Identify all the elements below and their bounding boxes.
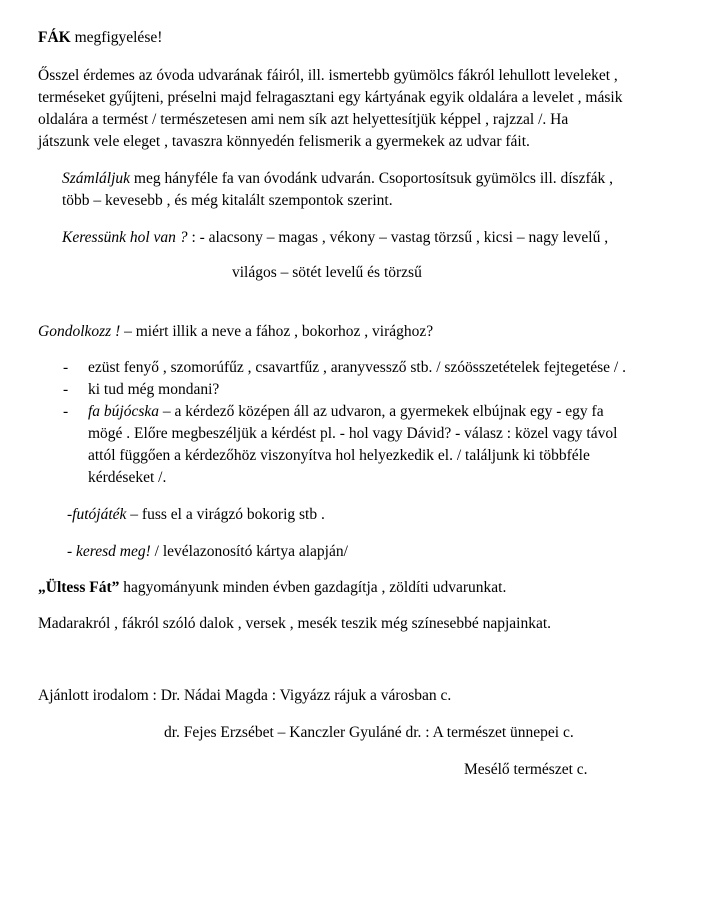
bullet-2: ki tud még mondani?	[88, 381, 220, 398]
bullet-3-line-1: fa bújócska – a kérdező középen áll az udvaron, a gyermekek elbújnak egy - egy fa	[88, 403, 604, 420]
bullet-3-line-4: kérdéseket /.	[88, 469, 167, 486]
bullet-3-line-3: attól függően a kérdezőhöz viszonyítva hol helyezkedik el. / találjunk ki többféle	[88, 447, 590, 464]
literature-line-3: Mesélő természet c.	[464, 761, 588, 778]
count-line-1: Számláljuk meg hányféle fa van óvodánk udvarán. Csoportosítsuk gyümölcs ill. díszfák ,	[62, 170, 614, 187]
songs-line: Madarakról , fákról szóló dalok , versek , mesék teszik még színesebbé napjainkat.	[38, 615, 552, 632]
intro-line-1: Ősszel érdemes az óvoda udvarának fáiról, ill. ismertebb gyümölcs fákról lehullott leveleket ,	[38, 67, 618, 84]
bullet-3-line-2: mögé . Előre megbeszéljük a kérdést pl. - hol vagy Dávid? - válasz : közel vagy távol	[88, 425, 618, 442]
game-find: - keresd meg! / levélazonosító kártya alapján/	[67, 543, 348, 560]
search-line-1: Keressünk hol van ? : - alacsony – magas , vékony – vastag törzsű , kicsi – nagy levelű ,	[62, 229, 609, 246]
bullet-1: ezüst fenyő , szomorúfűz , csavartfűz , aranyvessző stb. / szóösszetételek fejtegetése / .	[88, 359, 626, 376]
bullet-dash: -	[63, 403, 69, 420]
intro-line-3: oldalára a termést / természetesen ami nem sík azt helyettesítjük képpel , rajzzal /. Ha	[38, 111, 569, 128]
bullet-dash: -	[63, 359, 69, 376]
search-line-2: világos – sötét levelű és törzsű	[232, 264, 422, 281]
page-title: FÁK megfigyelése!	[38, 29, 163, 46]
game-running: -futójáték – fuss el a virágzó bokorig stb .	[67, 506, 325, 523]
count-line-2: több – kevesebb , és még kitalált szempontok szerint.	[62, 192, 393, 209]
intro-line-2: terméseket gyűjteni, préselni majd felragasztani egy kártyának egyik oldalára a levelet , másik	[38, 89, 623, 106]
intro-line-4: játszunk vele eleget , tavaszra könnyedén felismerik a gyermekek az udvar fáit.	[38, 133, 530, 150]
plant-tree-tradition: „Ültess Fát” hagyományunk minden évben gazdagítja , zöldíti udvarunkat.	[38, 579, 507, 596]
bullet-dash: -	[63, 381, 69, 398]
literature-line-2: dr. Fejes Erzsébet – Kanczler Gyuláné dr. : A természet ünnepei c.	[164, 724, 574, 741]
literature-line-1: Ajánlott irodalom : Dr. Nádai Magda : Vigyázz rájuk a városban c.	[38, 687, 452, 704]
think-heading: Gondolkozz ! – miért illik a neve a fához , bokorhoz , virághoz?	[38, 323, 434, 340]
